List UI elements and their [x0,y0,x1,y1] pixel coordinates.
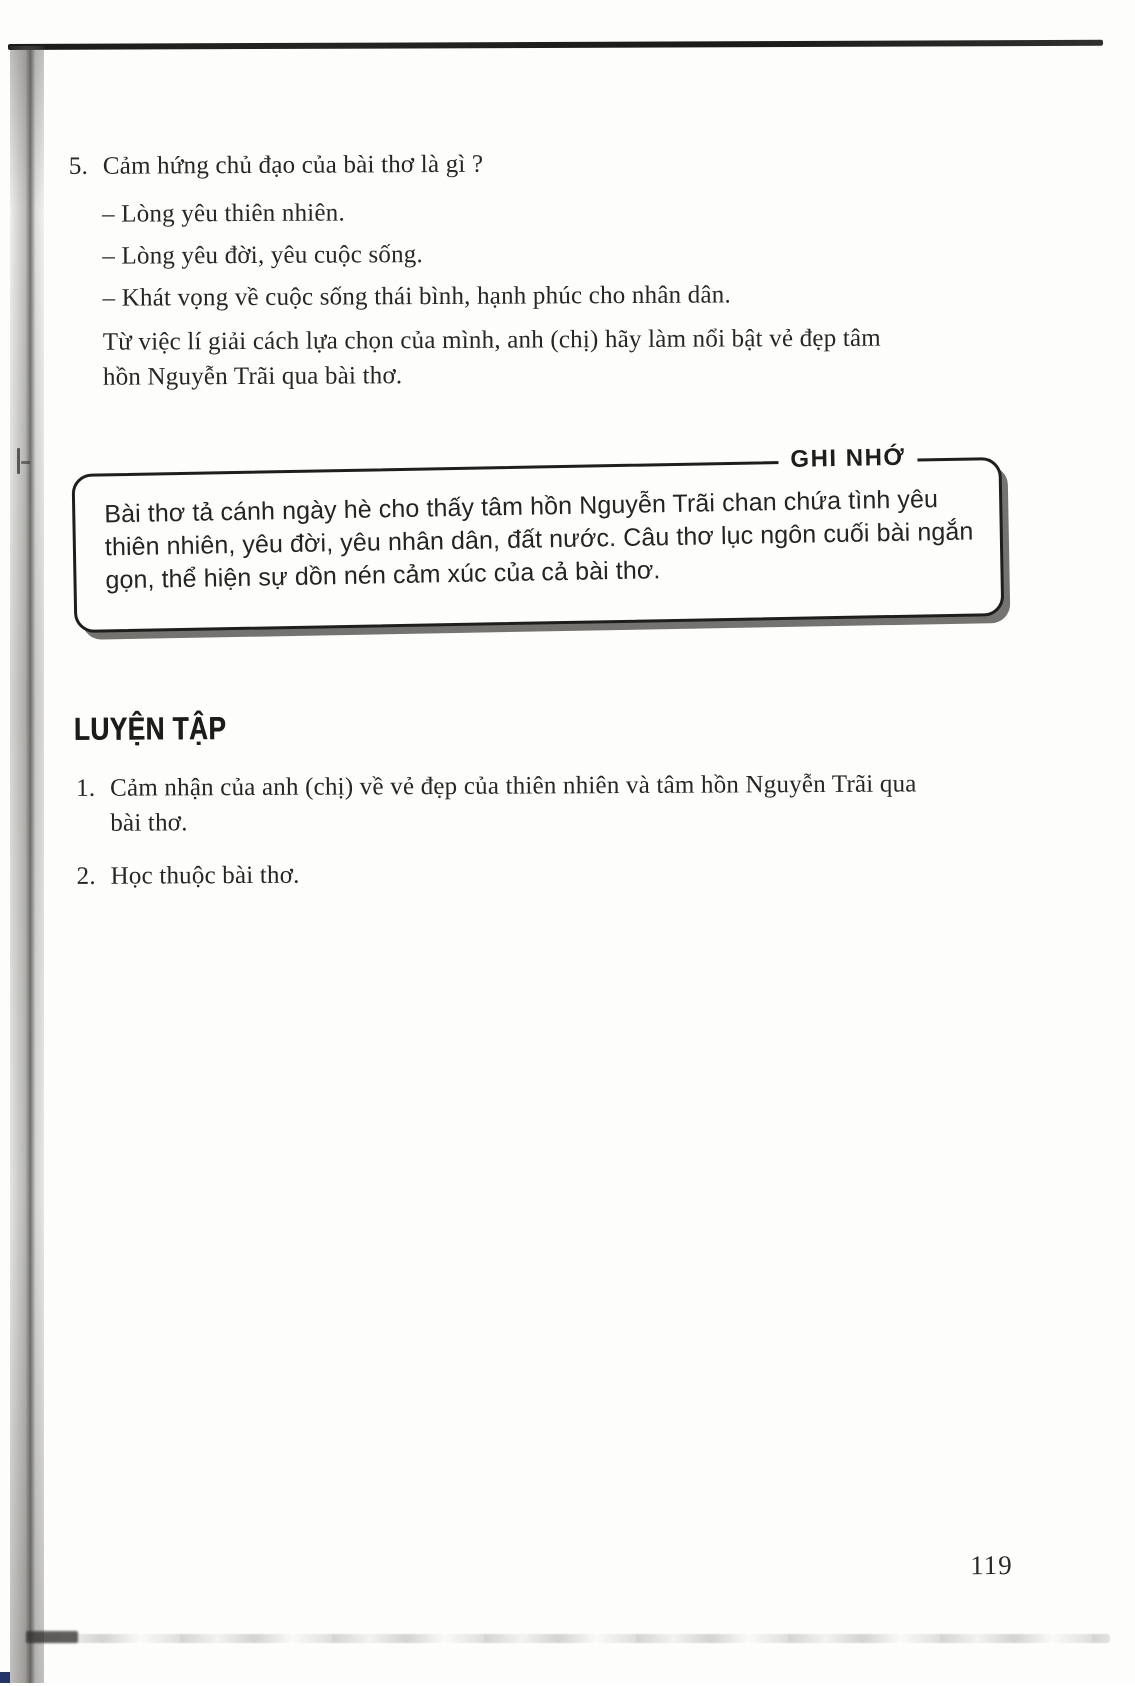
ghi-nho-section [71,440,1008,639]
question-5-option: – Lòng yêu thiên nhiên. [102,199,345,228]
page-number: 119 [970,1549,1013,1581]
exercise-2 [77,862,300,891]
exercise-text-line: bài thơ. [110,809,188,837]
corner-ink-mark [0,1672,10,1683]
question-5-option: – Khát vọng về cuộc sống thái bình, hạnh phúc cho nhân dân. [102,281,731,312]
ghi-nho-line: gọn, thể hiện sự dồn nén cảm xúc của cả bài thơ. [105,556,661,595]
exercise-number: 2. [76,862,96,890]
ghi-nho-line: Bài thơ tả cánh ngày hè cho thấy tâm hồn Nguyễn Trãi chan chứa tình yêu [104,485,939,529]
question-5-option: – Lòng yêu đời, yêu cuộc sống. [102,241,423,270]
ghi-nho-text [104,482,978,597]
ghi-nho-line: thiên nhiên, yêu đời, yêu nhân dân, đất nước. Câu thơ lục ngôn cuối bài ngắn [104,517,974,562]
question-text: Cảm hứng chủ đạo của bài thơ là gì ? [102,150,484,180]
luyen-tap-heading: LUYỆN TẬP [73,710,227,747]
exercise-text-line: Học thuộc bài thơ. [110,861,300,890]
question-5-followup-line: Từ việc lí giải cách lựa chọn của mình, anh (chị) hãy làm nổi bật vẻ đẹp tâm [102,324,881,356]
bottom-scan-smudge [28,1634,1110,1643]
question-5 [69,151,484,181]
question-number: 5. [68,152,89,180]
bottom-scan-smudge-dark [26,1631,78,1643]
exercise-text-line: Cảm nhận của anh (chị) về vẻ đẹp của thiên nhiên và tâm hồn Nguyễn Trãi qua [110,770,917,802]
question-5-followup-line: hồn Nguyễn Trãi qua bài thơ. [102,362,403,391]
ghi-nho-label: GHI NHỚ [778,443,918,476]
exercise-1 [76,770,917,802]
exercise-number: 1. [76,774,96,802]
